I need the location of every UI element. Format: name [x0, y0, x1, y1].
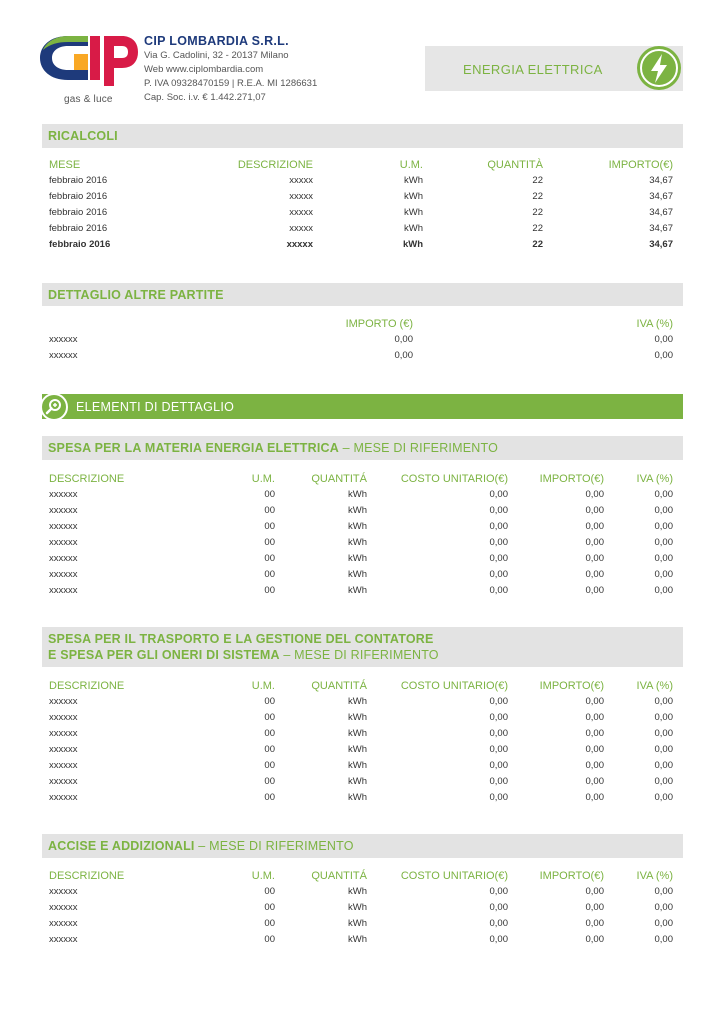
table-row: [49, 537, 674, 553]
table-cell: 22: [532, 223, 543, 234]
table-cell: 0,00: [585, 886, 604, 897]
table-header: [49, 680, 674, 696]
table-cell: xxxxx: [289, 175, 313, 186]
table-total-row: [49, 239, 674, 255]
company-address: Via G. Cadolini, 32 - 20137 Milano: [144, 50, 289, 61]
table-row: [49, 350, 674, 366]
table-cell: xxxxxx: [49, 334, 78, 345]
table-cell: 0,00: [654, 744, 673, 755]
energy-type-label: ENERGIA ELETTRICA: [463, 62, 603, 77]
table-cell: 0,00: [654, 792, 673, 803]
section-title: [48, 839, 354, 853]
section-title: DETTAGLIO ALTRE PARTITE: [48, 288, 224, 302]
table-header: [49, 318, 674, 334]
table-row: [49, 207, 674, 223]
magnifier-icon: [40, 393, 68, 421]
table-cell: kWh: [348, 792, 367, 803]
section-altre-partite: [42, 283, 683, 306]
table-cell: xxxxxx: [49, 902, 78, 913]
table-cell: xxxxxx: [49, 350, 78, 361]
table-cell: xxxxxx: [49, 760, 78, 771]
table-row: [49, 886, 674, 902]
table-cell: 0,00: [585, 744, 604, 755]
table-row: [49, 902, 674, 918]
table-cell: 0,00: [654, 585, 673, 596]
col-header: QUANTITÁ: [311, 473, 367, 485]
logo-tagline: gas & luce: [64, 94, 113, 105]
table-cell: kWh: [404, 207, 423, 218]
table-cell: kWh: [348, 902, 367, 913]
table-cell: xxxxxx: [49, 728, 78, 739]
table-cell: xxxxxx: [49, 537, 78, 548]
table-row: [49, 334, 674, 350]
table-cell: kWh: [348, 776, 367, 787]
table-cell: xxxxxx: [49, 792, 78, 803]
table-cell: 0,00: [489, 537, 508, 548]
table-cell: 0,00: [585, 934, 604, 945]
table-cell: 0,00: [654, 902, 673, 913]
table-cell: kWh: [348, 934, 367, 945]
trasporto-table: [49, 680, 674, 808]
col-header: COSTO UNITARIO(€): [400, 870, 508, 882]
table-cell: 0,00: [489, 728, 508, 739]
table-cell: 0,00: [489, 553, 508, 564]
table-cell: 0,00: [654, 334, 673, 345]
table-cell: 0,00: [489, 489, 508, 500]
title-ref: – MESE DI RIFERIMENTO: [279, 648, 439, 662]
table-cell: 0,00: [654, 505, 673, 516]
section-title: RICALCOLI: [48, 129, 118, 143]
table-cell: 0,00: [394, 334, 413, 345]
table-cell: xxxxxx: [49, 585, 78, 596]
table-cell: 0,00: [489, 521, 508, 532]
table-cell: kWh: [348, 569, 367, 580]
table-cell: 0,00: [489, 744, 508, 755]
col-header-iva: IVA (%): [636, 318, 673, 330]
section-accise: [42, 834, 683, 858]
table-cell: 00: [264, 744, 275, 755]
table-cell: 0,00: [585, 537, 604, 548]
table-cell: xxxxx: [289, 191, 313, 202]
table-cell: 0,00: [585, 760, 604, 771]
title-ref: – MESE DI RIFERIMENTO: [194, 839, 354, 853]
table-cell: xxxxxx: [49, 505, 78, 516]
table-row: [49, 191, 674, 207]
company-vat: P. IVA 09328470159 | R.E.A. MI 1286631: [144, 78, 318, 89]
table-cell: xxxxx: [286, 239, 313, 250]
col-header: COSTO UNITARIO(€): [400, 473, 508, 485]
table-cell: 0,00: [654, 712, 673, 723]
table-cell: 0,00: [585, 776, 604, 787]
table-cell: kWh: [348, 760, 367, 771]
table-row: [49, 728, 674, 744]
table-cell: 0,00: [654, 886, 673, 897]
table-cell: 0,00: [489, 760, 508, 771]
table-cell: 22: [532, 191, 543, 202]
col-header: DESCRIZIONE: [49, 870, 125, 882]
title-line-2: E SPESA PER GLI ONERI DI SISTEMA: [48, 648, 280, 662]
table-cell: xxxxxx: [49, 712, 78, 723]
table-cell: 0,00: [654, 569, 673, 580]
table-cell: xxxxxx: [49, 553, 78, 564]
table-cell: 00: [264, 585, 275, 596]
table-cell: xxxxxx: [49, 696, 78, 707]
table-cell: 0,00: [585, 569, 604, 580]
table-cell: 00: [264, 537, 275, 548]
table-row: [49, 175, 674, 191]
table-cell: 34,67: [649, 239, 673, 250]
table-cell: 0,00: [489, 776, 508, 787]
col-header: U.M.: [251, 680, 275, 692]
table-cell: 00: [264, 712, 275, 723]
table-cell: 0,00: [585, 489, 604, 500]
col-header: IVA (%): [636, 680, 673, 692]
table-row: [49, 489, 674, 505]
table-cell: kWh: [348, 886, 367, 897]
table-row: [49, 792, 674, 808]
altre-table: [49, 318, 674, 366]
table-cell: xxxxxx: [49, 886, 78, 897]
table-cell: 0,00: [394, 350, 413, 361]
table-cell: 34,67: [649, 191, 673, 202]
table-cell: kWh: [348, 585, 367, 596]
table-cell: 00: [264, 696, 275, 707]
table-row: [49, 553, 674, 569]
table-cell: 22: [532, 207, 543, 218]
col-header-mese: MESE: [49, 159, 81, 171]
table-row: [49, 569, 674, 585]
table-cell: 34,67: [649, 175, 673, 186]
table-cell: kWh: [348, 553, 367, 564]
table-header: [49, 159, 674, 175]
company-capital: Cap. Soc. i.v. € 1.442.271,07: [144, 92, 266, 103]
table-cell: 0,00: [654, 918, 673, 929]
col-header-importo: IMPORTO(€): [608, 159, 673, 171]
section-title: [48, 441, 498, 455]
table-header: [49, 473, 674, 489]
col-header: IVA (%): [636, 473, 673, 485]
table-cell: 0,00: [654, 537, 673, 548]
col-header-importo: IMPORTO (€): [345, 318, 413, 330]
table-cell: 34,67: [649, 223, 673, 234]
table-cell: xxxxxx: [49, 934, 78, 945]
table-cell: 0,00: [489, 792, 508, 803]
lightning-bolt-icon: [636, 45, 682, 91]
col-header: U.M.: [251, 473, 275, 485]
table-cell: 00: [264, 886, 275, 897]
company-name: CIP LOMBARDIA S.R.L.: [144, 34, 289, 48]
table-cell: kWh: [348, 728, 367, 739]
table-cell: 0,00: [654, 934, 673, 945]
table-cell: xxxxx: [289, 207, 313, 218]
table-cell: xxxxxx: [49, 569, 78, 580]
table-row: [49, 712, 674, 728]
table-cell: 0,00: [585, 553, 604, 564]
table-row: [49, 223, 674, 239]
section-title: ELEMENTI DI DETTAGLIO: [76, 400, 235, 414]
materia-table: [49, 473, 674, 601]
table-cell: kWh: [404, 191, 423, 202]
table-cell: 0,00: [489, 505, 508, 516]
table-cell: 00: [264, 902, 275, 913]
table-cell: 00: [264, 505, 275, 516]
section-elementi: [42, 394, 683, 419]
col-header: IMPORTO(€): [539, 680, 604, 692]
table-cell: xxxxxx: [49, 918, 78, 929]
section-ricalcoli: [42, 124, 683, 148]
table-cell: 0,00: [489, 918, 508, 929]
table-cell: xxxxxx: [49, 744, 78, 755]
title-main: ACCISE E ADDIZIONALI: [48, 839, 195, 853]
table-row: [49, 521, 674, 537]
table-cell: 00: [264, 760, 275, 771]
col-header: COSTO UNITARIO(€): [400, 680, 508, 692]
col-header: QUANTITÁ: [311, 870, 367, 882]
table-row: [49, 934, 674, 950]
table-cell: 0,00: [489, 585, 508, 596]
table-cell: 0,00: [654, 489, 673, 500]
table-cell: febbraio 2016: [49, 207, 108, 218]
table-cell: 0,00: [585, 902, 604, 913]
table-cell: xxxxxx: [49, 489, 78, 500]
table-cell: 0,00: [654, 760, 673, 771]
table-cell: kWh: [348, 744, 367, 755]
table-cell: 0,00: [654, 350, 673, 361]
table-cell: xxxxxx: [49, 521, 78, 532]
table-row: [49, 918, 674, 934]
section-title: [48, 631, 439, 663]
table-cell: 34,67: [649, 207, 673, 218]
table-cell: 00: [264, 934, 275, 945]
col-header-um: U.M.: [399, 159, 423, 171]
col-header: IVA (%): [636, 870, 673, 882]
title-line-1: SPESA PER IL TRASPORTO E LA GESTIONE DEL CONTATORE: [48, 632, 434, 646]
table-cell: 0,00: [654, 521, 673, 532]
table-cell: kWh: [348, 696, 367, 707]
company-info: [144, 33, 317, 105]
table-cell: 00: [264, 918, 275, 929]
section-materia: [42, 436, 683, 460]
accise-table: [49, 870, 674, 950]
table-cell: 0,00: [585, 918, 604, 929]
table-cell: 00: [264, 521, 275, 532]
table-row: [49, 744, 674, 760]
table-row: [49, 760, 674, 776]
table-cell: 0,00: [489, 934, 508, 945]
table-cell: febbraio 2016: [49, 239, 111, 250]
table-cell: 22: [532, 175, 543, 186]
title-main: SPESA PER LA MATERIA ENERGIA ELETTRICA: [48, 441, 339, 455]
table-row: [49, 585, 674, 601]
table-cell: 00: [264, 489, 275, 500]
table-cell: 0,00: [489, 902, 508, 913]
table-cell: 0,00: [489, 569, 508, 580]
table-row: [49, 696, 674, 712]
table-cell: kWh: [348, 489, 367, 500]
table-cell: xxxxxx: [49, 776, 78, 787]
table-cell: 22: [532, 239, 543, 250]
table-cell: kWh: [404, 223, 423, 234]
table-cell: kWh: [348, 712, 367, 723]
table-cell: 00: [264, 728, 275, 739]
col-header-descrizione: DESCRIZIONE: [237, 159, 313, 171]
table-cell: 00: [264, 553, 275, 564]
col-header: QUANTITÁ: [311, 680, 367, 692]
table-cell: 0,00: [654, 553, 673, 564]
table-cell: febbraio 2016: [49, 223, 108, 234]
col-header: IMPORTO(€): [539, 870, 604, 882]
col-header: IMPORTO(€): [539, 473, 604, 485]
table-cell: kWh: [348, 918, 367, 929]
table-cell: 0,00: [585, 505, 604, 516]
table-row: [49, 776, 674, 792]
table-cell: 00: [264, 792, 275, 803]
table-cell: 0,00: [585, 792, 604, 803]
table-header: [49, 870, 674, 886]
table-cell: kWh: [348, 505, 367, 516]
table-cell: kWh: [348, 537, 367, 548]
table-row: [49, 505, 674, 521]
table-cell: 0,00: [654, 776, 673, 787]
col-header-quantita: QUANTITÀ: [487, 159, 543, 171]
table-cell: 0,00: [489, 696, 508, 707]
table-cell: kWh: [402, 239, 423, 250]
table-cell: kWh: [404, 175, 423, 186]
table-cell: 0,00: [585, 712, 604, 723]
title-ref: – MESE DI RIFERIMENTO: [338, 441, 499, 455]
company-web: Web www.ciplombardia.com: [144, 64, 264, 75]
table-cell: febbraio 2016: [49, 191, 108, 202]
table-cell: febbraio 2016: [49, 175, 108, 186]
table-cell: 0,00: [489, 886, 508, 897]
table-cell: 0,00: [654, 696, 673, 707]
table-cell: 0,00: [585, 585, 604, 596]
col-header: DESCRIZIONE: [49, 473, 125, 485]
table-cell: 0,00: [585, 696, 604, 707]
section-trasporto: [42, 627, 683, 667]
table-cell: 00: [264, 776, 275, 787]
table-cell: 0,00: [585, 728, 604, 739]
table-cell: 0,00: [585, 521, 604, 532]
table-cell: 00: [264, 569, 275, 580]
table-cell: 0,00: [489, 712, 508, 723]
col-header: U.M.: [251, 870, 275, 882]
table-cell: kWh: [348, 521, 367, 532]
table-cell: xxxxx: [289, 223, 313, 234]
table-cell: 0,00: [654, 728, 673, 739]
ricalcoli-table: [49, 159, 674, 255]
col-header: DESCRIZIONE: [49, 680, 125, 692]
